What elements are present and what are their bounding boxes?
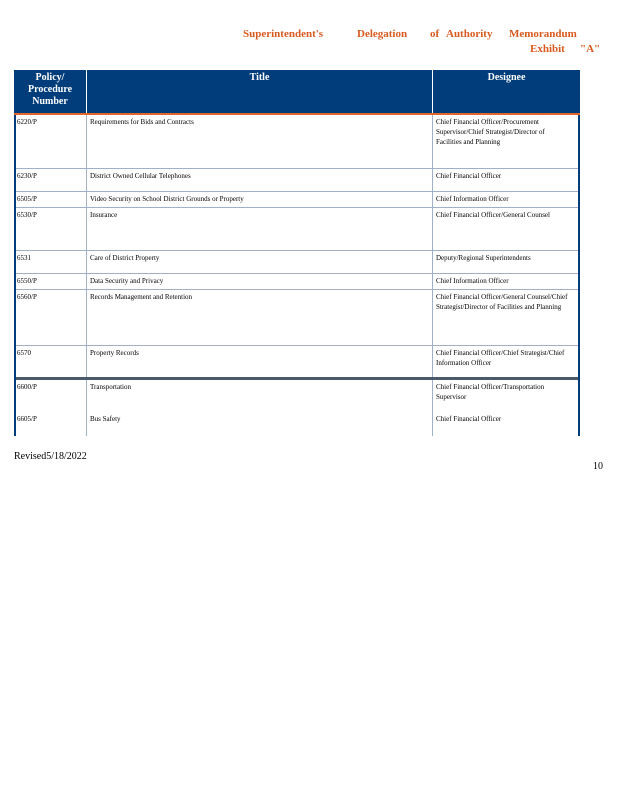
policy-designee: Chief Financial Officer/Transportation Supervisor (432, 380, 580, 412)
policy-designee: Chief Financial Officer/General Counsel (432, 208, 580, 250)
policy-number: 6220/P (17, 118, 37, 126)
policy-designee: Chief Financial Officer/General Counsel/Chief Strategist/Director of Facilities and Planning (432, 290, 580, 345)
table-row (14, 251, 580, 274)
table-row (14, 412, 580, 436)
header-word-memorandum: Memorandum (509, 28, 577, 40)
table-row (14, 169, 580, 192)
table-row (14, 192, 580, 208)
table-body (14, 115, 580, 436)
policy-designee: Chief Financial Officer/Procurement Supervisor/Chief Strategist/Director of Facilities and Planning (432, 115, 580, 168)
policy-title: Data Security and Privacy (86, 274, 432, 289)
policy-number: 6570 (17, 349, 31, 357)
table-right-border (578, 115, 580, 436)
policy-number: 6505/P (17, 195, 37, 203)
header-word-of: of (430, 28, 440, 40)
column-header-number: Policy/ Procedure Number (27, 72, 73, 107)
header-word-superintendents: Superintendent's (243, 28, 324, 40)
table-row (14, 380, 580, 412)
policy-number: 6550/P (17, 277, 37, 285)
header-word-authority: Authority (446, 28, 493, 40)
policy-title: Bus Safety (86, 412, 432, 436)
policy-title: Insurance (86, 208, 432, 250)
delegation-table (14, 70, 580, 436)
policy-title: District Owned Cellular Telephones (86, 169, 432, 191)
table-row (14, 208, 580, 251)
table-left-border (14, 115, 16, 436)
revised-date: Revised5/18/2022 (14, 451, 87, 462)
policy-designee: Chief Financial Officer (432, 412, 580, 436)
policy-designee: Chief Information Officer (432, 192, 580, 207)
page-number: 10 (593, 461, 603, 472)
column-header-designee: Designee (432, 70, 580, 113)
policy-number: 6230/P (17, 172, 37, 180)
policy-title: Property Records (86, 346, 432, 377)
policy-title: Transportation (86, 380, 432, 412)
table-row (14, 274, 580, 290)
policy-number: 6600/P (17, 383, 37, 391)
header-word-delegation: Delegation (357, 28, 408, 40)
policy-title: Care of District Property (86, 251, 432, 273)
policy-number: 6560/P (17, 293, 37, 301)
policy-number: 6530/P (17, 211, 37, 219)
policy-designee: Chief Information Officer (432, 274, 580, 289)
table-header (14, 70, 580, 113)
header-word-a: "A" (580, 43, 601, 55)
table-row (14, 346, 580, 380)
policy-number: 6605/P (17, 415, 37, 423)
header-word-exhibit: Exhibit (530, 43, 565, 55)
policy-designee: Chief Financial Officer/Chief Strategist/Chief Information Officer (432, 346, 580, 377)
memo-header (0, 28, 618, 60)
policy-title: Video Security on School District Grounds or Property (86, 192, 432, 207)
policy-designee: Chief Financial Officer (432, 169, 580, 191)
table-row (14, 115, 580, 169)
policy-designee: Deputy/Regional Superintendents (432, 251, 580, 273)
table-row (14, 290, 580, 346)
policy-number: 6531 (17, 254, 31, 262)
column-header-title: Title (86, 70, 432, 113)
policy-title: Records Management and Retention (86, 290, 432, 345)
policy-title: Requirements for Bids and Contracts (86, 115, 432, 168)
